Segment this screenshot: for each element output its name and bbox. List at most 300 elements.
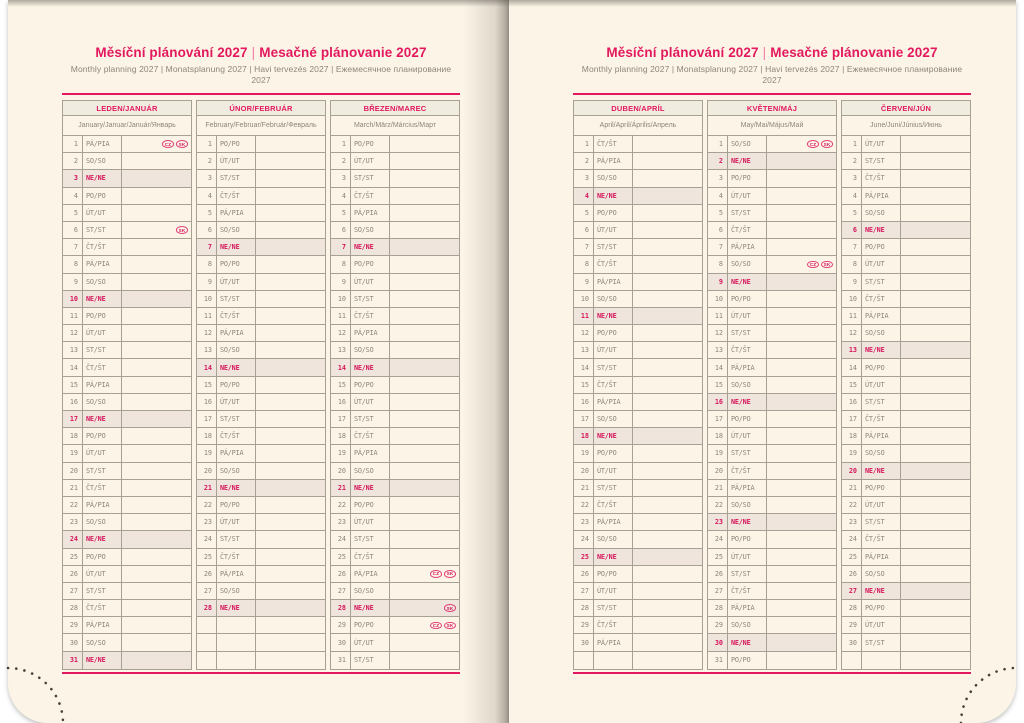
day-row <box>331 445 459 462</box>
day-number: 4 <box>73 191 78 200</box>
day-name: SO/SO <box>727 497 766 513</box>
day-notes <box>389 566 459 582</box>
day-row <box>708 600 836 617</box>
day-number: 22 <box>69 501 78 510</box>
day-name: ÚT/UT <box>727 549 766 565</box>
day-notes <box>766 566 836 582</box>
holiday-badge-cz: CZ <box>807 261 819 269</box>
page-subtitle: Monthly planning 2027 | Monatsplanung 2027 | Havi tervezés 2027 | Ежемесячное планирование 2027 <box>70 64 452 85</box>
day-row <box>574 308 702 325</box>
day-notes <box>900 497 970 513</box>
day-row <box>63 531 191 548</box>
day-name: ČT/ŠT <box>727 463 766 479</box>
day-number: 27 <box>580 586 589 595</box>
day-name: NE/NE <box>593 188 632 204</box>
page-title-slovak: Mesačné plánovanie 2027 <box>259 45 427 60</box>
day-row <box>197 153 325 170</box>
day-row <box>574 480 702 497</box>
day-name: ÚT/UT <box>727 188 766 204</box>
day-number: 24 <box>337 535 346 544</box>
day-row <box>197 377 325 394</box>
day-number: 22 <box>203 501 212 510</box>
day-name <box>861 652 900 669</box>
day-row <box>197 222 325 239</box>
day-name: ST/ST <box>727 325 766 341</box>
month-table <box>330 100 460 670</box>
day-row <box>197 170 325 187</box>
day-number: 27 <box>848 586 857 595</box>
day-row <box>63 411 191 428</box>
day-notes <box>766 153 836 169</box>
day-row <box>574 394 702 411</box>
day-number: 6 <box>73 226 78 235</box>
day-notes <box>900 342 970 358</box>
day-row <box>574 377 702 394</box>
day-notes <box>766 617 836 633</box>
day-number: 6 <box>584 226 589 235</box>
day-name: ČT/ŠT <box>727 222 766 238</box>
day-notes <box>389 531 459 547</box>
day-notes <box>766 514 836 530</box>
empty-row <box>197 634 325 651</box>
day-row <box>842 342 970 359</box>
day-row <box>708 188 836 205</box>
day-name: NE/NE <box>82 170 121 186</box>
day-number: 13 <box>337 346 346 355</box>
day-number: 7 <box>73 243 78 252</box>
day-row <box>842 205 970 222</box>
day-row <box>331 170 459 187</box>
day-row <box>574 566 702 583</box>
day-row <box>63 652 191 669</box>
day-number: 31 <box>714 656 723 665</box>
day-row <box>331 239 459 256</box>
day-notes <box>255 188 325 204</box>
day-name: ÚT/UT <box>861 136 900 152</box>
month-table <box>841 100 971 670</box>
page-title <box>62 44 460 61</box>
day-name: ČT/ŠT <box>216 428 255 444</box>
day-number: 26 <box>203 569 212 578</box>
day-name: PÁ/PIA <box>216 445 255 461</box>
day-notes <box>389 153 459 169</box>
day-number: 18 <box>714 432 723 441</box>
day-number: 18 <box>580 432 589 441</box>
day-name: SO/SO <box>350 463 389 479</box>
day-notes <box>766 359 836 375</box>
day-notes <box>766 239 836 255</box>
day-number: 3 <box>207 174 212 183</box>
day-row <box>331 583 459 600</box>
day-notes <box>766 325 836 341</box>
day-row <box>197 394 325 411</box>
day-name: NE/NE <box>82 531 121 547</box>
day-name: PÁ/PIA <box>216 205 255 221</box>
day-number: 24 <box>69 535 78 544</box>
day-notes <box>121 428 191 444</box>
day-number: 24 <box>714 535 723 544</box>
day-number: 11 <box>580 311 589 320</box>
day-notes <box>121 291 191 307</box>
day-name: PÁ/PIA <box>350 566 389 582</box>
day-row <box>197 274 325 291</box>
day-name: PÁ/PIA <box>861 428 900 444</box>
day-notes <box>389 308 459 324</box>
day-name: ST/ST <box>350 291 389 307</box>
day-row <box>331 497 459 514</box>
day-notes <box>766 549 836 565</box>
day-name: PO/PO <box>727 291 766 307</box>
day-name: ČT/ŠT <box>82 480 121 496</box>
day-notes <box>389 136 459 152</box>
day-name: NE/NE <box>350 359 389 375</box>
day-number: 29 <box>580 621 589 630</box>
day-name: ČT/ŠT <box>350 428 389 444</box>
day-name: ST/ST <box>216 291 255 307</box>
day-name: PÁ/PIA <box>727 600 766 616</box>
day-name: PO/PO <box>82 188 121 204</box>
day-number: 13 <box>580 346 589 355</box>
day-number: 26 <box>337 569 346 578</box>
day-name: NE/NE <box>593 549 632 565</box>
day-name: ČT/ŠT <box>350 188 389 204</box>
day-name: PÁ/PIA <box>82 256 121 272</box>
day-number: 15 <box>848 380 857 389</box>
day-name: SO/SO <box>727 617 766 633</box>
day-notes <box>389 170 459 186</box>
day-name: ST/ST <box>861 634 900 650</box>
day-notes <box>900 325 970 341</box>
day-notes <box>121 136 191 152</box>
day-name: PÁ/PIA <box>350 445 389 461</box>
day-row <box>842 514 970 531</box>
day-notes <box>255 617 325 633</box>
page-title-czech: Měsíční plánování 2027 <box>95 45 248 60</box>
day-notes <box>255 480 325 496</box>
day-notes <box>255 583 325 599</box>
day-row <box>842 617 970 634</box>
day-name: SO/SO <box>216 463 255 479</box>
day-name: ÚT/UT <box>861 377 900 393</box>
day-number: 31 <box>337 656 346 665</box>
day-notes <box>632 222 702 238</box>
day-notes <box>255 222 325 238</box>
day-name: PO/PO <box>861 480 900 496</box>
day-number: 28 <box>580 604 589 613</box>
day-notes <box>389 428 459 444</box>
month-table <box>62 100 192 670</box>
day-row <box>331 153 459 170</box>
day-number: 30 <box>69 638 78 647</box>
day-notes <box>255 411 325 427</box>
day-row <box>331 308 459 325</box>
day-notes <box>255 549 325 565</box>
day-notes <box>900 170 970 186</box>
day-name: ČT/ŠT <box>593 617 632 633</box>
day-notes <box>766 188 836 204</box>
day-name: ČT/ŠT <box>216 308 255 324</box>
day-notes <box>255 463 325 479</box>
day-number: 24 <box>580 535 589 544</box>
day-number: 22 <box>714 501 723 510</box>
holiday-badge-sk: SK <box>821 140 833 148</box>
day-name: SO/SO <box>861 566 900 582</box>
day-notes <box>900 411 970 427</box>
day-notes <box>389 600 459 616</box>
day-notes <box>632 634 702 650</box>
day-row <box>708 411 836 428</box>
month-languages: May/Mai/Május/Май <box>708 116 836 136</box>
day-number: 16 <box>580 397 589 406</box>
day-notes <box>766 222 836 238</box>
day-notes <box>632 291 702 307</box>
day-row <box>197 256 325 273</box>
month-table <box>196 100 326 670</box>
day-number: 22 <box>337 501 346 510</box>
day-name: ÚT/UT <box>727 428 766 444</box>
day-notes <box>900 153 970 169</box>
page-right <box>509 0 1016 723</box>
day-number: 26 <box>714 569 723 578</box>
day-notes <box>255 377 325 393</box>
day-name: ČT/ŠT <box>82 600 121 616</box>
day-name: NE/NE <box>593 308 632 324</box>
day-row <box>708 239 836 256</box>
day-row <box>574 153 702 170</box>
day-row <box>842 170 970 187</box>
day-notes <box>900 256 970 272</box>
day-row <box>842 394 970 411</box>
day-name: SO/SO <box>861 325 900 341</box>
day-number: 8 <box>584 260 589 269</box>
day-row <box>63 342 191 359</box>
day-number: 17 <box>337 415 346 424</box>
day-name: ČT/ŠT <box>861 531 900 547</box>
day-name: PÁ/PIA <box>593 394 632 410</box>
day-notes <box>121 222 191 238</box>
day-number: 5 <box>584 208 589 217</box>
day-number: 5 <box>207 208 212 217</box>
day-number: 29 <box>69 621 78 630</box>
day-name: ST/ST <box>861 153 900 169</box>
day-row <box>574 634 702 651</box>
day-number: 8 <box>73 260 78 269</box>
day-row <box>574 359 702 376</box>
day-number: 19 <box>714 449 723 458</box>
day-row <box>574 583 702 600</box>
day-notes <box>255 600 325 616</box>
day-notes <box>766 497 836 513</box>
day-notes <box>389 411 459 427</box>
day-notes <box>255 566 325 582</box>
day-notes <box>632 394 702 410</box>
day-row <box>708 308 836 325</box>
day-number: 8 <box>718 260 723 269</box>
day-row <box>63 256 191 273</box>
month-header: KVĚTEN/MÁJ <box>708 101 836 116</box>
day-notes <box>632 256 702 272</box>
day-number: 21 <box>714 483 723 492</box>
day-notes <box>900 634 970 650</box>
day-notes <box>121 445 191 461</box>
day-notes <box>900 566 970 582</box>
day-name: SO/SO <box>350 342 389 358</box>
day-number: 20 <box>69 466 78 475</box>
day-notes <box>766 308 836 324</box>
day-row <box>842 188 970 205</box>
day-name: SO/SO <box>216 583 255 599</box>
day-notes <box>632 463 702 479</box>
day-row <box>331 205 459 222</box>
day-notes <box>632 325 702 341</box>
month-header: BŘEZEN/MAREC <box>331 101 459 116</box>
day-row <box>708 291 836 308</box>
day-notes <box>255 394 325 410</box>
month-languages: January/Januar/Január/Январь <box>63 116 191 136</box>
day-number: 17 <box>69 415 78 424</box>
day-notes <box>121 153 191 169</box>
day-number: 19 <box>203 449 212 458</box>
day-notes <box>121 239 191 255</box>
day-notes <box>121 514 191 530</box>
day-name: ST/ST <box>593 480 632 496</box>
day-name: PÁ/PIA <box>350 325 389 341</box>
day-number: 6 <box>852 226 857 235</box>
day-name: ČT/ŠT <box>82 359 121 375</box>
day-row <box>197 445 325 462</box>
day-number: 2 <box>718 157 723 166</box>
day-number: 16 <box>69 397 78 406</box>
day-row <box>574 170 702 187</box>
day-name: ÚT/UT <box>216 394 255 410</box>
day-row <box>842 634 970 651</box>
day-number: 19 <box>337 449 346 458</box>
day-row <box>708 428 836 445</box>
day-row <box>331 549 459 566</box>
day-name: PO/PO <box>350 136 389 152</box>
day-name: ÚT/UT <box>727 308 766 324</box>
day-row <box>842 222 970 239</box>
day-row <box>842 136 970 153</box>
page-title-czech: Měsíční plánování 2027 <box>606 45 759 60</box>
day-row <box>331 136 459 153</box>
month-languages: June/Juni/Június/Июнь <box>842 116 970 136</box>
day-notes <box>766 463 836 479</box>
day-notes <box>900 222 970 238</box>
day-notes <box>389 377 459 393</box>
day-number: 11 <box>714 311 723 320</box>
day-row <box>331 634 459 651</box>
day-notes <box>766 480 836 496</box>
day-name: PO/PO <box>82 549 121 565</box>
day-name: NE/NE <box>82 411 121 427</box>
holiday-badge-sk: SK <box>444 570 456 578</box>
day-name: NE/NE <box>350 239 389 255</box>
day-row <box>842 291 970 308</box>
day-number: 1 <box>718 140 723 149</box>
day-row <box>574 222 702 239</box>
day-row <box>331 274 459 291</box>
month-header: ÚNOR/FEBRUÁR <box>197 101 325 116</box>
day-name: PÁ/PIA <box>727 239 766 255</box>
day-name: ČT/ŠT <box>350 308 389 324</box>
day-row <box>197 514 325 531</box>
day-number: 15 <box>69 380 78 389</box>
day-row <box>63 377 191 394</box>
day-row <box>63 463 191 480</box>
day-notes <box>900 291 970 307</box>
day-name: PO/PO <box>727 170 766 186</box>
day-name: PO/PO <box>727 652 766 669</box>
day-name: ST/ST <box>593 239 632 255</box>
day-notes <box>766 428 836 444</box>
day-number: 27 <box>714 586 723 595</box>
day-name: PO/PO <box>82 428 121 444</box>
day-notes <box>766 652 836 669</box>
day-number: 16 <box>337 397 346 406</box>
day-row <box>63 549 191 566</box>
day-row <box>574 445 702 462</box>
day-name: PÁ/PIA <box>216 325 255 341</box>
day-number: 21 <box>580 483 589 492</box>
day-notes <box>900 617 970 633</box>
day-notes <box>389 583 459 599</box>
day-row <box>63 480 191 497</box>
day-number: 12 <box>714 329 723 338</box>
day-notes <box>121 652 191 669</box>
day-name: SO/SO <box>82 153 121 169</box>
day-notes <box>121 377 191 393</box>
day-row <box>708 394 836 411</box>
empty-row <box>197 617 325 634</box>
day-notes <box>632 428 702 444</box>
months-row <box>573 100 971 670</box>
day-name: ČT/ŠT <box>861 291 900 307</box>
day-number: 17 <box>848 415 857 424</box>
day-name: ČT/ŠT <box>727 583 766 599</box>
day-number: 3 <box>341 174 346 183</box>
day-name: ST/ST <box>727 566 766 582</box>
day-row <box>63 136 191 153</box>
day-name: NE/NE <box>727 634 766 650</box>
day-name: PO/PO <box>861 239 900 255</box>
day-notes <box>121 359 191 375</box>
day-notes <box>900 308 970 324</box>
day-number: 30 <box>848 638 857 647</box>
day-number: 18 <box>337 432 346 441</box>
day-notes <box>389 617 459 633</box>
day-number <box>574 652 593 669</box>
day-notes <box>121 274 191 290</box>
day-row <box>842 549 970 566</box>
day-number: 9 <box>73 277 78 286</box>
day-number: 12 <box>203 329 212 338</box>
day-notes <box>389 222 459 238</box>
day-notes <box>255 445 325 461</box>
day-name: ST/ST <box>82 222 121 238</box>
day-number: 14 <box>337 363 346 372</box>
day-number: 17 <box>714 415 723 424</box>
day-name: ÚT/UT <box>593 463 632 479</box>
day-notes <box>900 514 970 530</box>
day-row <box>574 205 702 222</box>
holiday-badge-sk: SK <box>444 604 456 612</box>
day-number: 11 <box>203 311 212 320</box>
day-row <box>331 291 459 308</box>
day-number <box>197 652 216 669</box>
day-row <box>331 566 459 583</box>
day-notes <box>255 428 325 444</box>
